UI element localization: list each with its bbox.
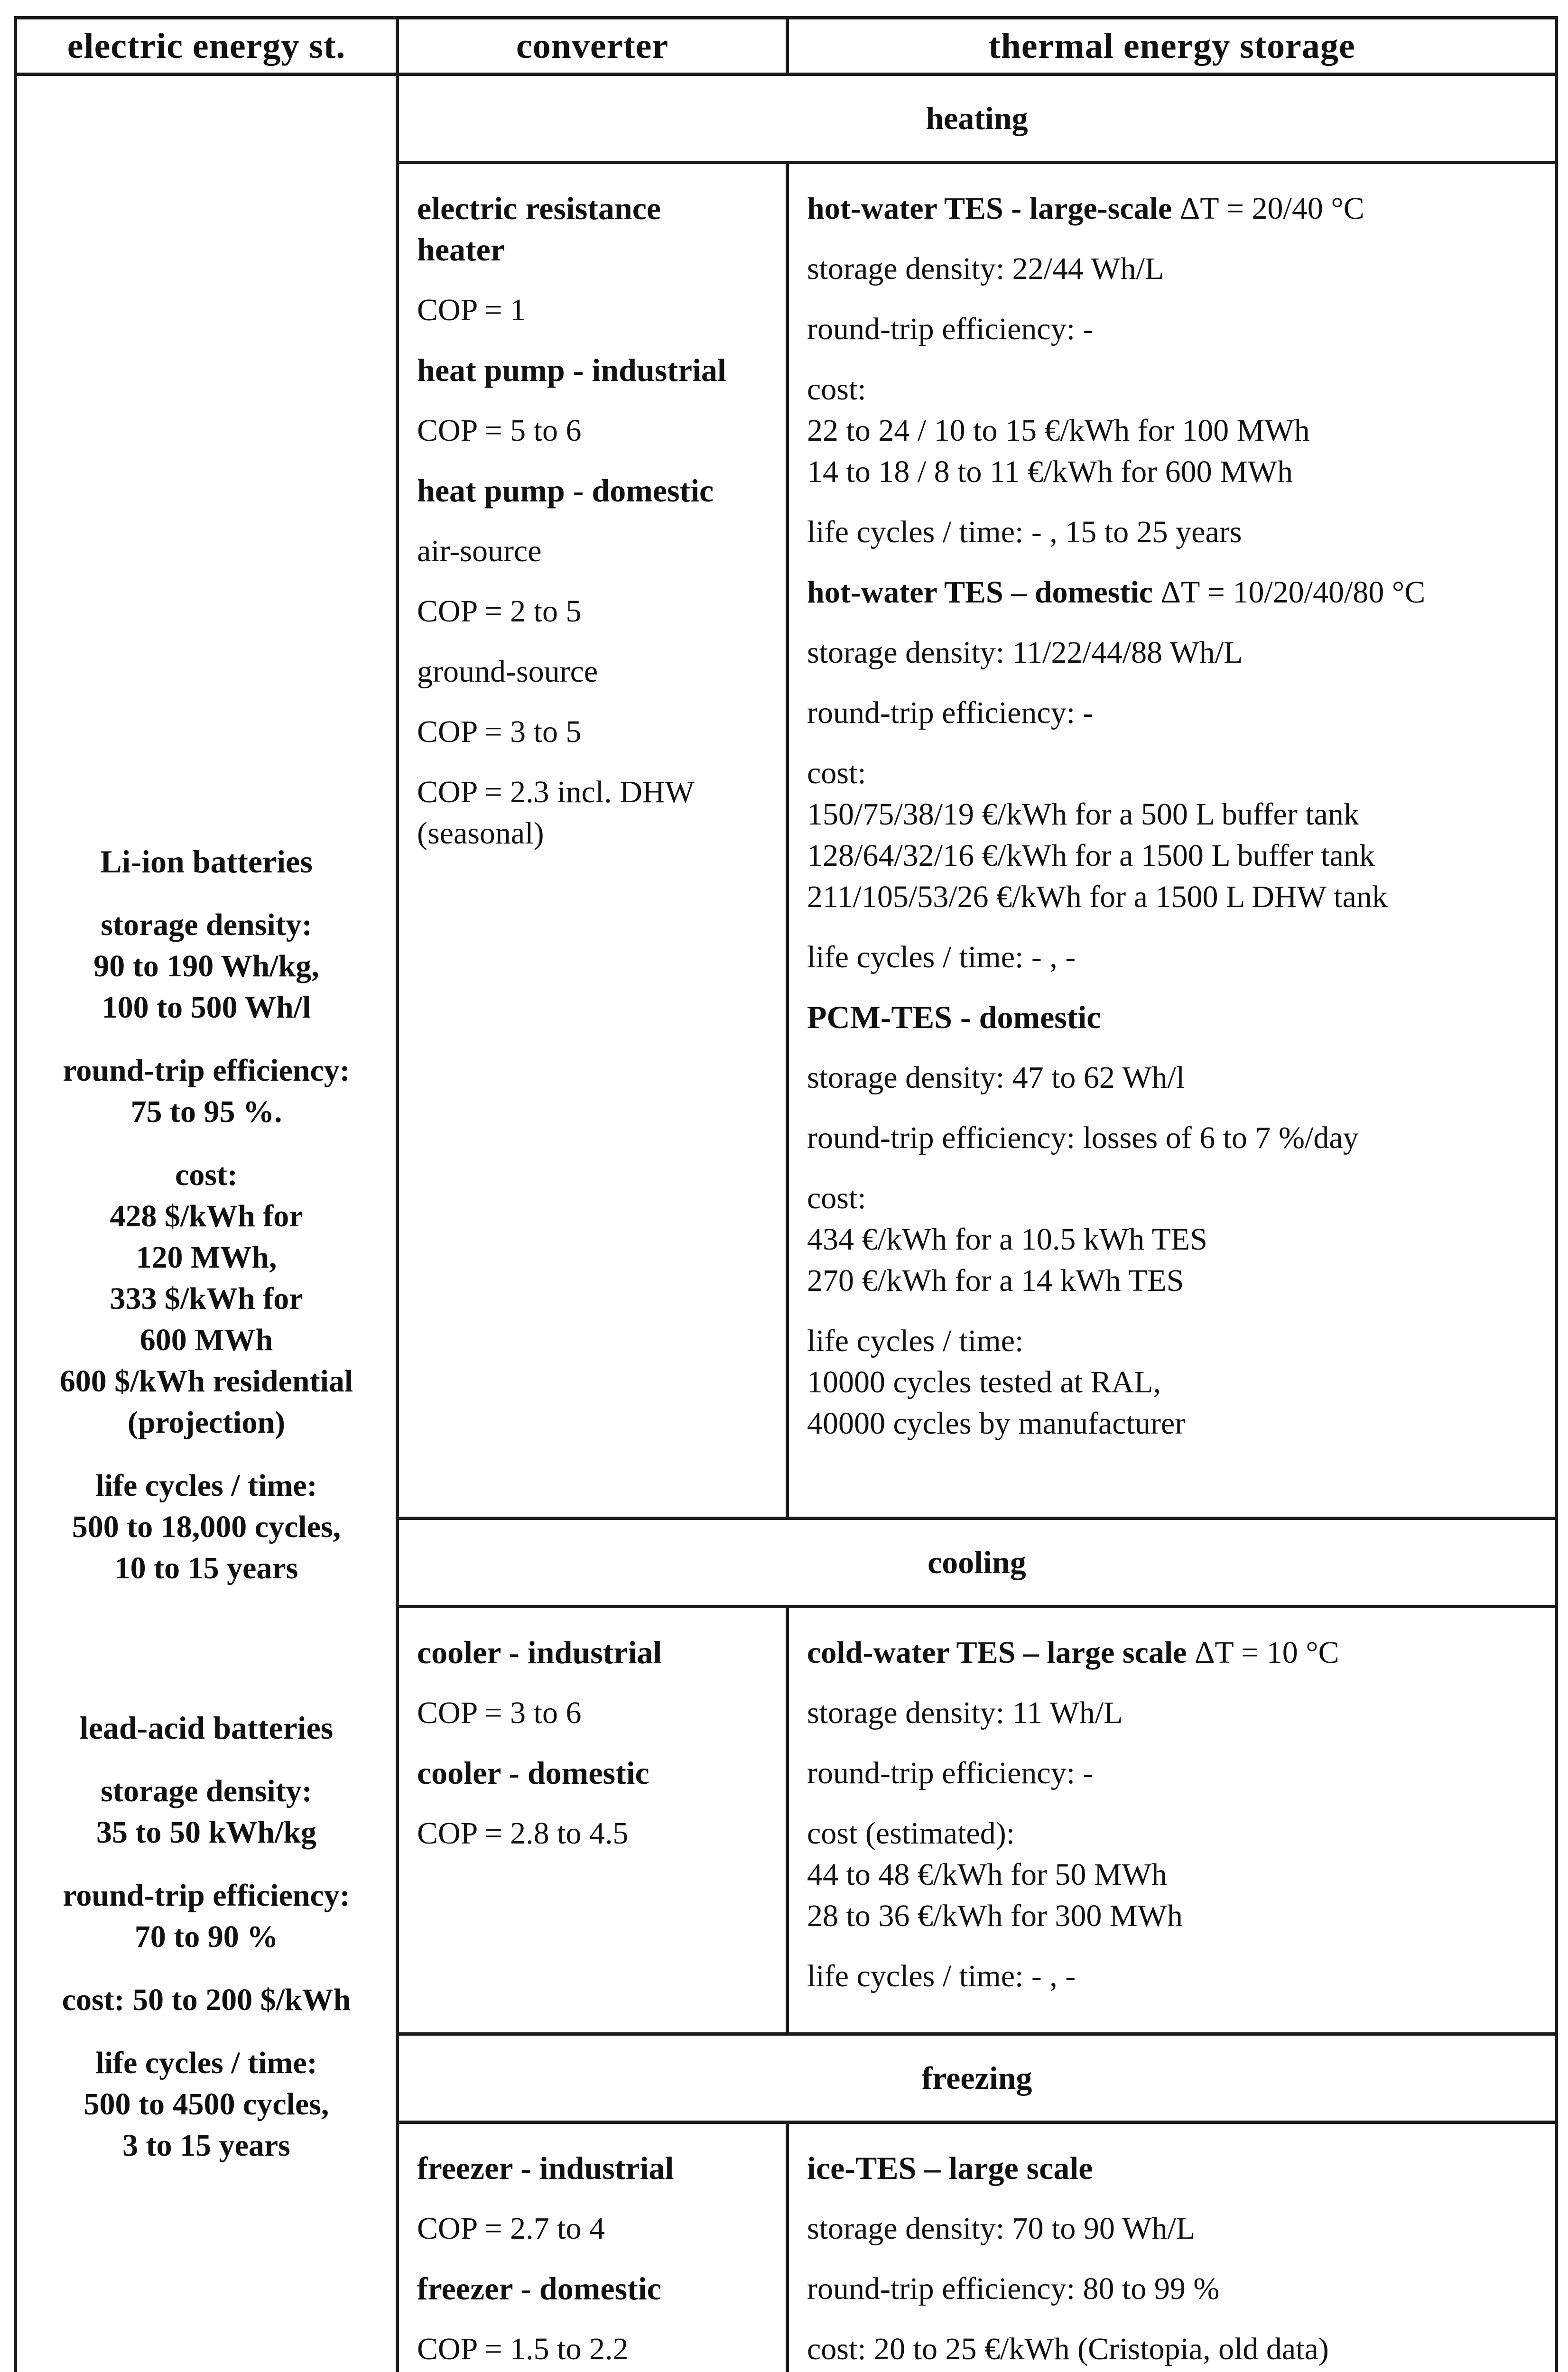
leadacid-life: life cycles / time: 500 to 4500 cycles, 3 to 15 years — [84, 2045, 329, 2163]
hotwater-domestic-density: storage density: 11/22/44/88 Wh/L — [807, 635, 1243, 670]
leadacid-efficiency: round-trip efficiency: 70 to 90 % — [63, 1878, 350, 1954]
heating-thermal-cell — [788, 163, 1557, 1519]
cooler-domestic-title: cooler - domestic — [417, 1755, 649, 1791]
heat-pump-industrial-title: heat pump - industrial — [417, 352, 726, 388]
header-electric: electric energy st. — [16, 18, 398, 74]
coldwater-cost: cost (estimated): 44 to 48 €/kWh for 50 MWh 28 to 36 €/kWh for 300 MWh — [807, 1816, 1183, 1933]
pcm-cost: cost: 434 €/kWh for a 10.5 kWh TES 270 €/kWh for a 14 kWh TES — [807, 1181, 1207, 1298]
ice-density: storage density: 70 to 90 Wh/L — [807, 2211, 1196, 2246]
hotwater-large-heading — [807, 188, 1537, 229]
liion-title: Li-ion batteries — [100, 843, 313, 880]
freezing-converter-content — [399, 2124, 786, 2372]
hotwater-domestic-heading — [807, 572, 1537, 613]
electric-storage-cell — [16, 74, 398, 2372]
coldwater-density: storage density: 11 Wh/L — [807, 1696, 1123, 1730]
air-source-label: air-source — [417, 534, 542, 568]
coldwater-efficiency: round-trip efficiency: - — [807, 1756, 1094, 1790]
freezer-industrial-title: freezer - industrial — [417, 2150, 674, 2186]
liion-density: storage density: 90 to 190 Wh/kg, 100 to 500 Wh/l — [93, 907, 319, 1025]
ground-source-cop: COP = 3 to 5 — [417, 714, 582, 749]
liion-efficiency: round-trip efficiency: 75 to 95 %. — [63, 1053, 350, 1129]
ice-efficiency: round-trip efficiency: 80 to 99 % — [807, 2271, 1220, 2306]
resistance-heater-title: electric resistance heater — [417, 190, 661, 268]
leadacid-title: lead-acid batteries — [79, 1709, 334, 1746]
resistance-heater-cop: COP = 1 — [417, 293, 526, 327]
coldwater-title: cold-water TES – large scale — [807, 1635, 1187, 1670]
leadacid-density: storage density: 35 to 50 kWh/kg — [96, 1773, 316, 1850]
heating-thermal-content — [789, 164, 1555, 1477]
coldwater-heading — [807, 1632, 1537, 1673]
header-thermal: thermal energy storage — [788, 18, 1557, 74]
freezing-section-label: freezing — [398, 2034, 1557, 2122]
ice-cost: cost: 20 to 25 €/kWh (Cristopia, old data) — [807, 2332, 1329, 2366]
freezer-domestic-cop: COP = 1.5 to 2.2 — [417, 2332, 629, 2366]
storage-comparison-table — [14, 16, 1558, 2372]
heating-converter-content — [399, 164, 786, 887]
heating-section-label: heating — [398, 74, 1557, 163]
hotwater-domestic-cost: cost: 150/75/38/19 €/kWh for a 500 L buffer tank 128/64/32/16 €/kWh for a 1500 L buffer tank 211/105/53/26 €/kWh for a 1500 L DHW tank — [807, 756, 1388, 914]
freezing-thermal-cell — [788, 2122, 1557, 2372]
hotwater-large-efficiency: round-trip efficiency: - — [807, 312, 1094, 346]
hotwater-large-title: hot-water TES - large-scale — [807, 191, 1172, 226]
freezing-converter-cell — [398, 2122, 788, 2372]
hotwater-large-cost: cost: 22 to 24 / 10 to 15 €/kWh for 100 MWh 14 to 18 / 8 to 11 €/kWh for 600 MWh — [807, 372, 1310, 489]
heat-pump-industrial-cop: COP = 5 to 6 — [417, 413, 582, 448]
coldwater-delta: ΔT = 10 °C — [1187, 1635, 1339, 1670]
pcm-life: life cycles / time: 10000 cycles tested at RAL, 40000 cycles by manufacturer — [807, 1324, 1186, 1441]
cooling-converter-cell — [398, 1607, 788, 2034]
hotwater-domestic-efficiency: round-trip efficiency: - — [807, 695, 1094, 730]
header-row — [16, 18, 1557, 74]
hotwater-domestic-delta: ΔT = 10/20/40/80 °C — [1153, 575, 1426, 610]
ice-title: ice-TES – large scale — [807, 2150, 1093, 2186]
pcm-efficiency: round-trip efficiency: losses of 6 to 7 %/day — [807, 1121, 1359, 1155]
hotwater-large-life: life cycles / time: - , 15 to 25 years — [807, 515, 1242, 549]
heat-pump-domestic-title: heat pump - domestic — [417, 473, 714, 509]
ground-source-label: ground-source — [417, 654, 598, 689]
hotwater-large-density: storage density: 22/44 Wh/L — [807, 251, 1164, 286]
hotwater-large-delta: ΔT = 20/40 °C — [1172, 191, 1364, 226]
leadacid-cost: cost: 50 to 200 $/kWh — [62, 1982, 351, 2017]
liion-cost: cost: 428 $/kWh for 120 MWh, 333 $/kWh for 600 MWh 600 $/kWh residential (projection) — [59, 1157, 353, 1440]
liion-life: life cycles / time: 500 to 18,000 cycles, 10 to 15 years — [72, 1468, 341, 1585]
freezer-domestic-title: freezer - domestic — [417, 2270, 661, 2307]
cooling-converter-content — [399, 1608, 786, 1887]
electric-storage-content — [17, 367, 396, 2166]
heating-section-row — [16, 74, 1557, 163]
hotwater-domestic-title: hot-water TES – domestic — [807, 575, 1153, 610]
pcm-density: storage density: 47 to 62 Wh/l — [807, 1060, 1185, 1095]
dhw-cop: COP = 2.3 incl. DHW (seasonal) — [417, 775, 695, 851]
heating-converter-cell — [398, 163, 788, 1519]
cooling-thermal-content — [789, 1608, 1555, 2030]
pcm-title: PCM-TES - domestic — [807, 999, 1101, 1035]
header-converter: converter — [398, 18, 788, 74]
freezing-thermal-content — [789, 2124, 1555, 2372]
freezer-industrial-cop: COP = 2.7 to 4 — [417, 2211, 605, 2246]
cooling-thermal-cell — [788, 1607, 1557, 2034]
hotwater-domestic-life: life cycles / time: - , - — [807, 940, 1076, 974]
cooler-industrial-cop: COP = 3 to 6 — [417, 1696, 582, 1730]
cooler-domestic-cop: COP = 2.8 to 4.5 — [417, 1816, 629, 1851]
cooling-section-label: cooling — [398, 1519, 1557, 1607]
air-source-cop: COP = 2 to 5 — [417, 594, 582, 629]
cooler-industrial-title: cooler - industrial — [417, 1634, 662, 1670]
coldwater-life: life cycles / time: - , - — [807, 1959, 1076, 1993]
